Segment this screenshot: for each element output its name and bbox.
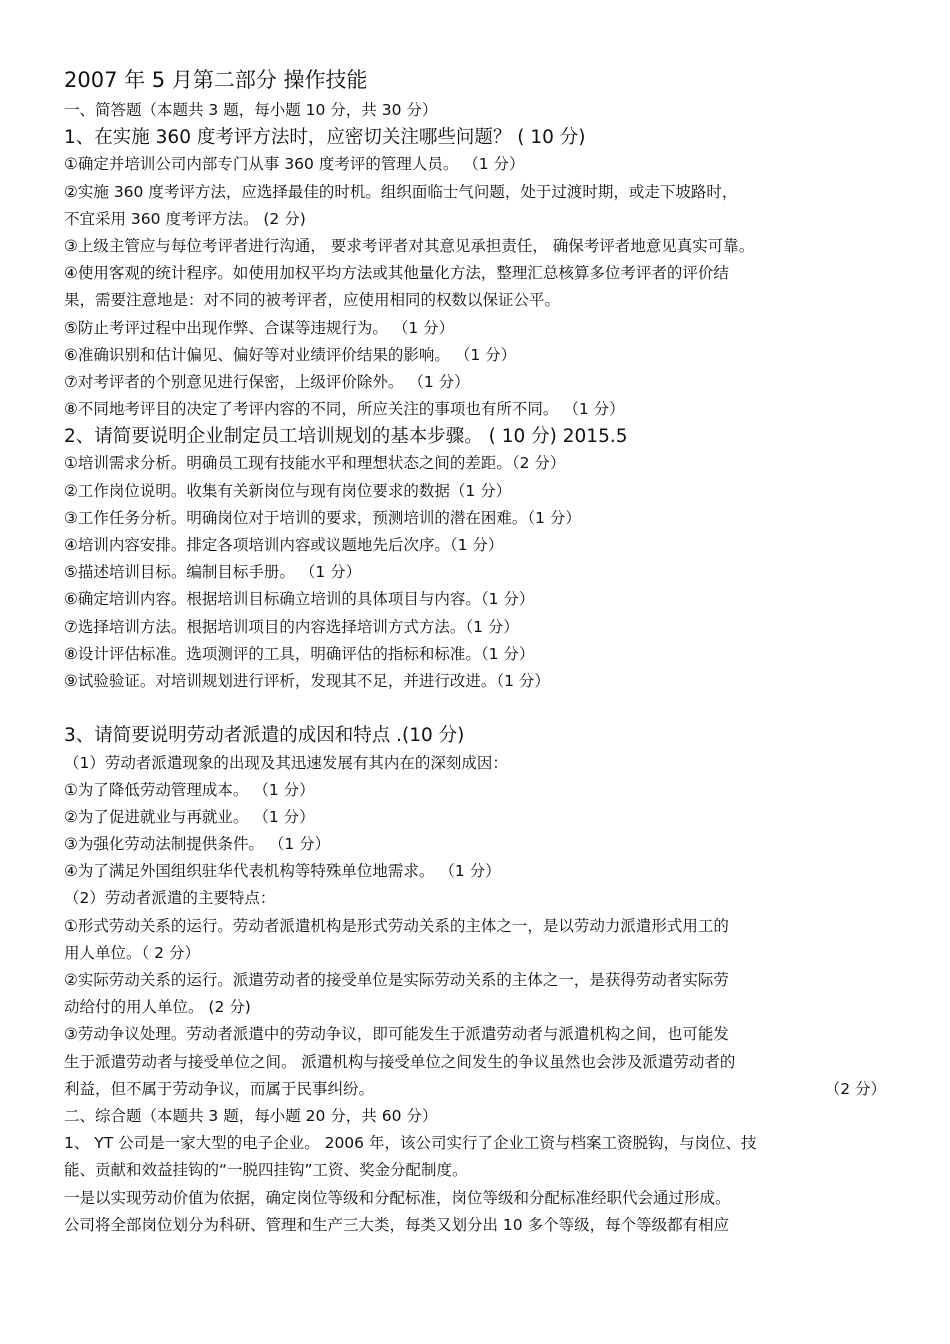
line-text: ①培训需求分析。明确员工现有技能水平和理想状态之间的差距。（2 分） [64, 454, 566, 473]
text-line [64, 206, 886, 233]
line-text: 能、贡献和效益挂钩的“一脱四挂钩”工资、奖金分配制度。 [64, 1161, 468, 1180]
line-text: ⑤描述培训目标。编制目标手册。 （1 分） [64, 563, 362, 582]
text-line [64, 151, 886, 178]
line-text: 1、在实施 360 度考评方法时，应密切关注哪些问题？ ( 10 分) [64, 127, 586, 149]
line-text: ②实际劳动关系的运行。派遣劳动者的接受单位是实际劳动关系的主体之一，是获得劳动者实际劳 [64, 971, 729, 989]
line-text: ①为了降低劳动管理成本。 （1 分） [64, 780, 315, 799]
text-line [64, 1212, 886, 1239]
question-heading [64, 124, 886, 151]
line-text: 一、简答题（本题共 3 题，每小题 10 分，共 30 分） [64, 101, 438, 119]
line-text: ⑧设计评估标准。选项测评的工具，明确评估的指标和标准。（1 分） [64, 644, 535, 663]
line-text: ③劳动争议处理。劳动者派遣中的劳动争议，即可能发生于派遣劳动者与派遣机构之间，也可能发 [64, 1025, 729, 1044]
text-line [64, 1021, 886, 1048]
line-text: ⑧不同地考评目的决定了考评内容的不同，所应关注的事项也有所不同。 （1 分） [64, 400, 625, 419]
text-line [64, 1185, 886, 1212]
text-line [64, 1130, 886, 1157]
text-line [64, 287, 886, 314]
page-title [64, 64, 886, 97]
text-line [64, 505, 886, 532]
text-line [64, 369, 886, 396]
text-line [64, 750, 886, 777]
text-line [64, 586, 886, 613]
text-line [64, 315, 886, 342]
line-text: 公司将全部岗位划分为科研、管理和生产三大类，每类又划分出 10 多个等级，每个等级都有相应 [64, 1215, 730, 1234]
line-text: （2）劳动者派遣的主要特点： [64, 889, 276, 908]
line-text: 果，需要注意地是：对不同的被考评者，应使用相同的权数以保证公平。 [64, 291, 561, 310]
line-text: ②实施 360 度考评方法，应选择最佳的时机。组织面临士气问题，处于过渡时期，或走下坡路时， [64, 182, 738, 201]
line-text: ⑥准确识别和估计偏见、偏好等对业绩评价结果的影响。 （1 分） [64, 345, 517, 364]
text-line [64, 940, 886, 967]
line-text: ⑦对考评者的个别意见进行保密，上级评价除外。 （1 分） [64, 372, 470, 391]
text-line [64, 478, 886, 505]
text-line [64, 994, 886, 1021]
text-line [64, 967, 886, 994]
line-text: 生于派遣劳动者与接受单位之间。 派遣机构与接受单位之间发生的争议虽然也会涉及派遣劳动者的 [64, 1052, 736, 1071]
text-line [64, 614, 886, 641]
text-line [64, 532, 886, 559]
line-text: ⑤防止考评过程中出现作弊、合谋等违规行为。 （1 分） [64, 318, 455, 337]
text-line [64, 179, 886, 206]
line-text: ①形式劳动关系的运行。劳动者派遣机构是形式劳动关系的主体之一，是以劳动力派遣形式用工的 [64, 916, 729, 935]
text-line [64, 804, 886, 831]
line-text: ④为了满足外国组织驻华代表机构等特殊单位地需求。 （1 分） [64, 862, 501, 881]
line-text: ⑥确定培训内容。根据培训目标确立培训的具体项目与内容。（1 分） [64, 590, 535, 609]
line-text: 利益，但不属于劳动争议，而属于民事纠纷。 [64, 1079, 375, 1098]
line-text: ②为了促进就业与再就业。 （1 分） [64, 807, 315, 826]
line-text: 二、综合题（本题共 3 题，每小题 20 分，共 60 分） [64, 1106, 438, 1125]
text-line [64, 1103, 886, 1130]
text-line [64, 233, 886, 260]
text-line [64, 559, 886, 586]
text-line [64, 885, 886, 912]
text-line [64, 97, 886, 124]
text-line [64, 831, 886, 858]
text-line [64, 342, 886, 369]
line-text: ③为强化劳动法制提供条件。 （1 分） [64, 835, 331, 854]
line-text: 3、请简要说明劳动者派遣的成因和特点 .(10 分) [64, 725, 465, 747]
line-text: ⑦选择培训方法。根据培训项目的内容选择培训方式方法。（1 分） [64, 617, 519, 636]
line-text: ②工作岗位说明。收集有关新岗位与现有岗位要求的数据（1 分） [64, 481, 512, 500]
line-text: ⑨试验验证。对培训规划进行评析，发现其不足，并进行改进。（1 分） [64, 671, 550, 690]
line-text: ③上级主管应与每位考评者进行沟通， 要求考评者对其意见承担责任， 确保考评者地意见真实可靠。 [64, 236, 755, 255]
line-text: 2007 年 5 月第二部分 操作技能 [64, 68, 368, 92]
text-line [64, 777, 886, 804]
text-line [64, 450, 886, 477]
line-text: ④培训内容安排。排定各项培训内容或议题地先后次序。（1 分） [64, 536, 504, 554]
text-line [64, 1157, 886, 1184]
question-heading [64, 423, 886, 450]
line-text: 不宜采用 360 度考评方法。 (2 分) [64, 209, 306, 228]
line-text: ③工作任务分析。明确岗位对于培训的要求，预测培训的潜在困难。（1 分） [64, 508, 581, 527]
line-text: 2、请简要说明企业制定员工培训规划的基本步骤。 ( 10 分) 2015.5 [64, 426, 628, 448]
text-line [64, 641, 886, 668]
line-text: ①确定并培训公司内部专门从事 360 度考评的管理人员。 （1 分） [64, 155, 525, 174]
text-line [64, 260, 886, 287]
document-page [64, 64, 886, 1239]
line-text: ④使用客观的统计程序。如使用加权平均方法或其他量化方法，整理汇总核算多位考评者的评价结 [64, 264, 729, 283]
score-note: （2 分） [824, 1079, 886, 1098]
text-line [64, 668, 886, 695]
text-line [64, 396, 886, 423]
blank-line [64, 695, 886, 722]
question-heading [64, 722, 886, 749]
text-line [64, 858, 886, 885]
line-text: 1、 YT 公司是一家大型的电子企业。 2006 年，该公司实行了企业工资与档案工资脱钩，与岗位、技 [64, 1134, 757, 1153]
text-line [64, 1076, 886, 1103]
line-text: 动给付的用人单位。 (2 分) [64, 998, 251, 1017]
line-text: 用人单位。（ 2 分） [64, 943, 200, 962]
text-line [64, 913, 886, 940]
text-line [64, 1049, 886, 1076]
line-text: （1）劳动者派遣现象的出现及其迅速发展有其内在的深刻成因： [64, 753, 508, 772]
line-text: 一是以实现劳动价值为依据，确定岗位等级和分配标准，岗位等级和分配标准经职代会通过形成。 [64, 1188, 731, 1207]
